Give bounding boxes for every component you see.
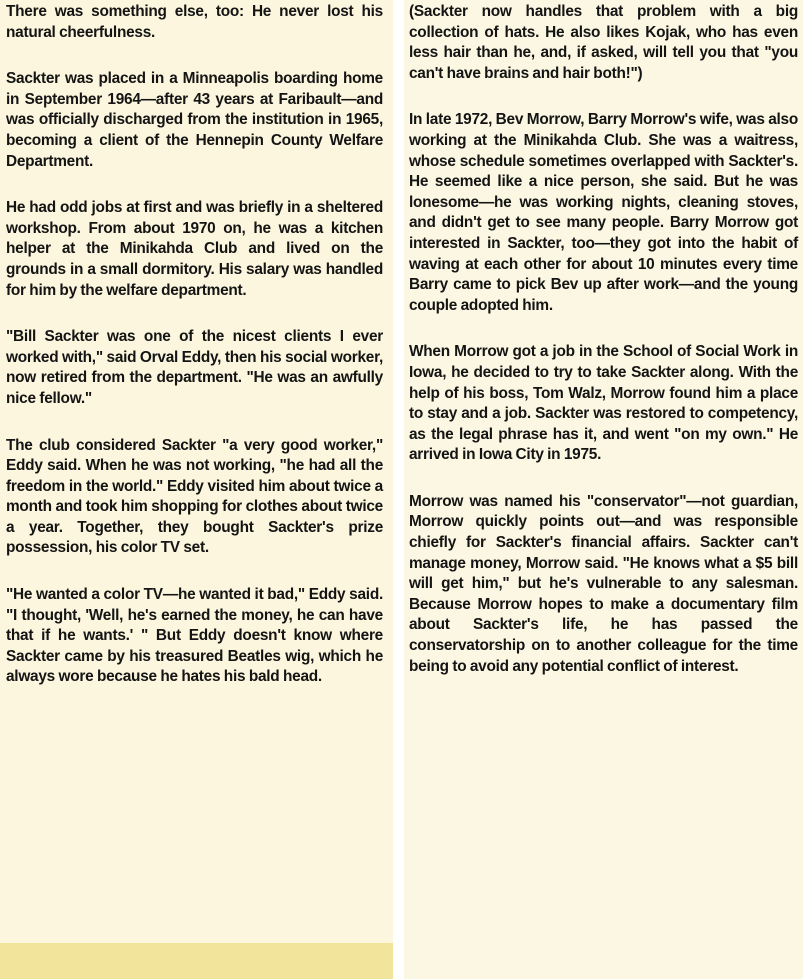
paragraph: He had odd jobs at first and was briefly in a sheltered workshop. From about 1970 on, he was a kitchen helper at the Minikahda Club and lived on the grounds in a small dormitory. His salary was handled for him by the welfare department. — [6, 199, 383, 299]
paragraph: (Sackter now handles that problem with a big collection of hats. He also likes Kojak, who has even less hair than he, and, if asked, will tell you that "you can't have brains and hair both!") — [409, 3, 798, 82]
paragraph: "Bill Sackter was one of the nicest clients I ever worked with," said Orval Eddy, then his social worker, now retired from the department. "He was an awfully nice fellow." — [6, 328, 383, 407]
paragraph: Sackter was placed in a Minneapolis boarding home in September 1964—after 43 years at Faribault—and was officially discharged from the institution in 1965, becoming a client of the Hennepin County Welfare Department. — [6, 70, 383, 170]
column-gutter — [393, 0, 404, 979]
paragraph: "He wanted a color TV—he wanted it bad," Eddy said. "I thought, 'Well, he's earned the money, he can have that if he wants.' " But Eddy doesn't know where Sackter came by his treasured Beatles wig, which he always wore because he hates his bald head. — [6, 586, 383, 686]
paragraph: The club considered Sackter "a very good worker," Eddy said. When he was not working, "he had all the freedom in the world." Eddy visited him about twice a month and took him shopping for clothes about twice a year. Together, they bought Sackter's prize possession, his color TV set. — [6, 436, 383, 557]
paragraph: There was something else, too: He never lost his natural cheerfulness. — [6, 3, 383, 41]
right-column-text — [409, 2, 798, 677]
left-column — [0, 0, 393, 979]
left-bottom-band — [0, 943, 393, 979]
paragraph: Morrow was named his "conservator"—not guardian, Morrow quickly points out—and was responsible chiefly for Sackter's financial affairs. Sackter can't manage money, Morrow said. "He knows what a $5 bill will get him," but he's vulnerable to any salesman. Because Morrow hopes to make a documentary film about Sackter's life, he has passed the conservatorship on to another colleague for the time being to avoid any potential conflict of interest. — [409, 492, 798, 675]
paragraph: When Morrow got a job in the School of Social Work in Iowa, he decided to try to take Sackter along. With the help of his boss, Tom Walz, Morrow found him a place to stay and a job. Sackter was restored to competency, as the legal phrase has it, and went "on my own." He arrived in Iowa City in 1975. — [409, 343, 798, 464]
right-column — [404, 0, 803, 979]
paragraph: In late 1972, Bev Morrow, Barry Morrow's wife, was also working at the Minikahda Club. She was a waitress, whose schedule sometimes overlapped with Sackter's. He seemed like a nice person, she said. But he was lonesome—he was working nights, cleaning stoves, and didn't get to see many people. Barry Morrow got interested in Sackter, too—they got into the habit of waving at each other for about 10 minutes every time Barry came to pick Bev up after work—and the young couple adopted him. — [409, 111, 798, 314]
left-column-text — [6, 2, 383, 688]
